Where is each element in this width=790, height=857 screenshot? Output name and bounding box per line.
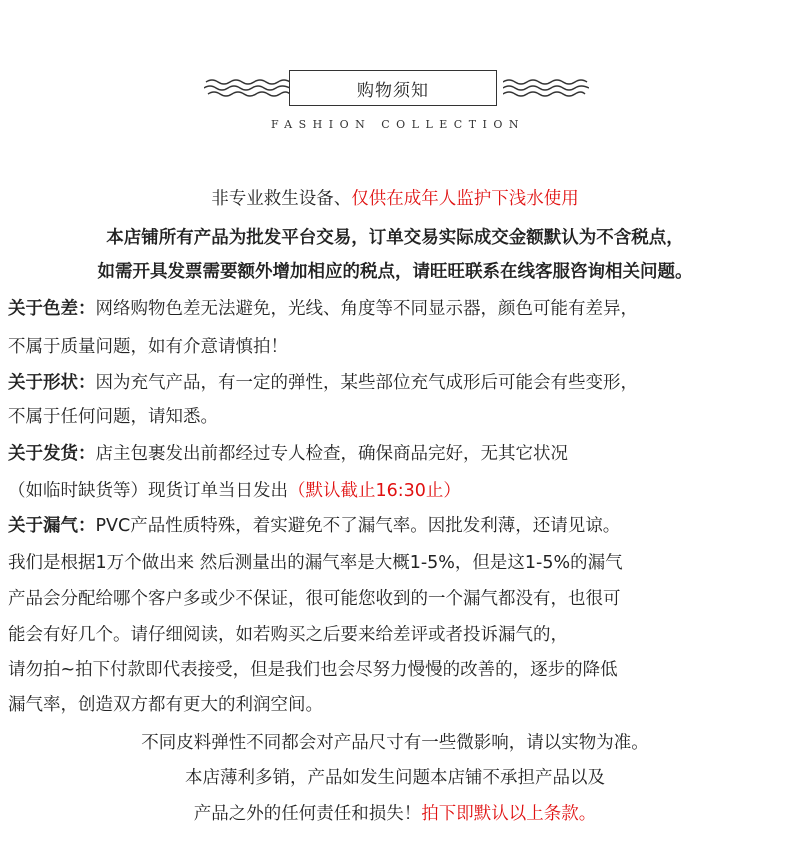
line-highlight: 仅供在成年人监护下浅水使用 bbox=[351, 189, 579, 209]
line-text: PVC产品性质特殊，着实避免不了漏气率。因批发利薄，还请见谅。 bbox=[95, 516, 621, 536]
notice-line bbox=[0, 802, 790, 826]
notice-line bbox=[0, 514, 790, 538]
line-text: 店主包裹发出前都经过专人检查，确保商品完好，无其它状况 bbox=[95, 444, 568, 464]
page-title: 购物须知 bbox=[289, 70, 497, 106]
line-text: 不属于质量问题，如有介意请慎拍！ bbox=[8, 337, 288, 357]
notice-line bbox=[0, 297, 790, 321]
line-text: 我们是根据1万个做出来 然后测量出的漏气率是大概1-5%，但是这1-5%的漏气 bbox=[8, 553, 623, 573]
notice-line bbox=[0, 731, 790, 755]
collection-subtitle: FASHION COLLECTION bbox=[270, 118, 526, 131]
notice-line bbox=[0, 405, 790, 429]
notice-line bbox=[0, 335, 790, 359]
line-text: 非专业救生设备、 bbox=[211, 189, 352, 209]
line-text: 本店铺所有产品为批发平台交易，订单交易实际成交金额默认为不含税点， bbox=[106, 228, 684, 248]
line-text: 漏气率，创造双方都有更大的利润空间。 bbox=[8, 695, 323, 715]
line-text: 本店薄利多销，产品如发生问题本店铺不承担产品以及 bbox=[185, 768, 605, 788]
notice-line bbox=[0, 587, 790, 611]
notice-line bbox=[0, 442, 790, 466]
section-label: 关于漏气： bbox=[8, 516, 96, 536]
line-highlight: 拍下即默认以上条款。 bbox=[421, 804, 597, 824]
notice-line bbox=[0, 187, 790, 211]
notice-line bbox=[0, 226, 790, 250]
notice-line bbox=[0, 551, 790, 575]
wave-ornament-right bbox=[503, 70, 589, 106]
notice-line bbox=[0, 479, 790, 503]
line-text: 请勿拍~拍下付款即代表接受，但是我们也会尽努力慢慢的改善的，逐步的降低 bbox=[8, 660, 618, 680]
line-text: 如需开具发票需要额外增加相应的税点，请旺旺联系在线客服咨询相关问题。 bbox=[97, 262, 693, 282]
line-text: 因为充气产品，有一定的弹性，某些部位充气成形后可能会有些变形， bbox=[95, 373, 638, 393]
line-text: 产品之外的任何责任和损失！ bbox=[193, 804, 422, 824]
notice-line bbox=[0, 260, 790, 284]
notice-line bbox=[0, 693, 790, 717]
line-text: 能会有好几个。请仔细阅读，如若购买之后要来给差评或者投诉漏气的， bbox=[8, 625, 568, 645]
notice-line bbox=[0, 371, 790, 395]
line-text: （如临时缺货等）现货订单当日发出 bbox=[8, 481, 288, 501]
section-label: 关于色差： bbox=[8, 299, 96, 319]
section-label: 关于发货： bbox=[8, 444, 96, 464]
line-highlight: （默认截止16:30止） bbox=[288, 481, 461, 501]
notice-line bbox=[0, 623, 790, 647]
line-text: 不同皮料弹性不同都会对产品尺寸有一些微影响，请以实物为准。 bbox=[141, 733, 649, 753]
line-text: 产品会分配给哪个客户多或少不保证，很可能您收到的一个漏气都没有，也很可 bbox=[8, 589, 621, 609]
line-text: 网络购物色差无法避免，光线、角度等不同显示器，颜色可能有差异， bbox=[95, 299, 638, 319]
section-label: 关于形状： bbox=[8, 373, 96, 393]
notice-line bbox=[0, 658, 790, 682]
line-text: 不属于任何问题，请知悉。 bbox=[8, 407, 218, 427]
header bbox=[0, 0, 790, 150]
wave-ornament-left bbox=[196, 70, 290, 106]
notice-line bbox=[0, 766, 790, 790]
